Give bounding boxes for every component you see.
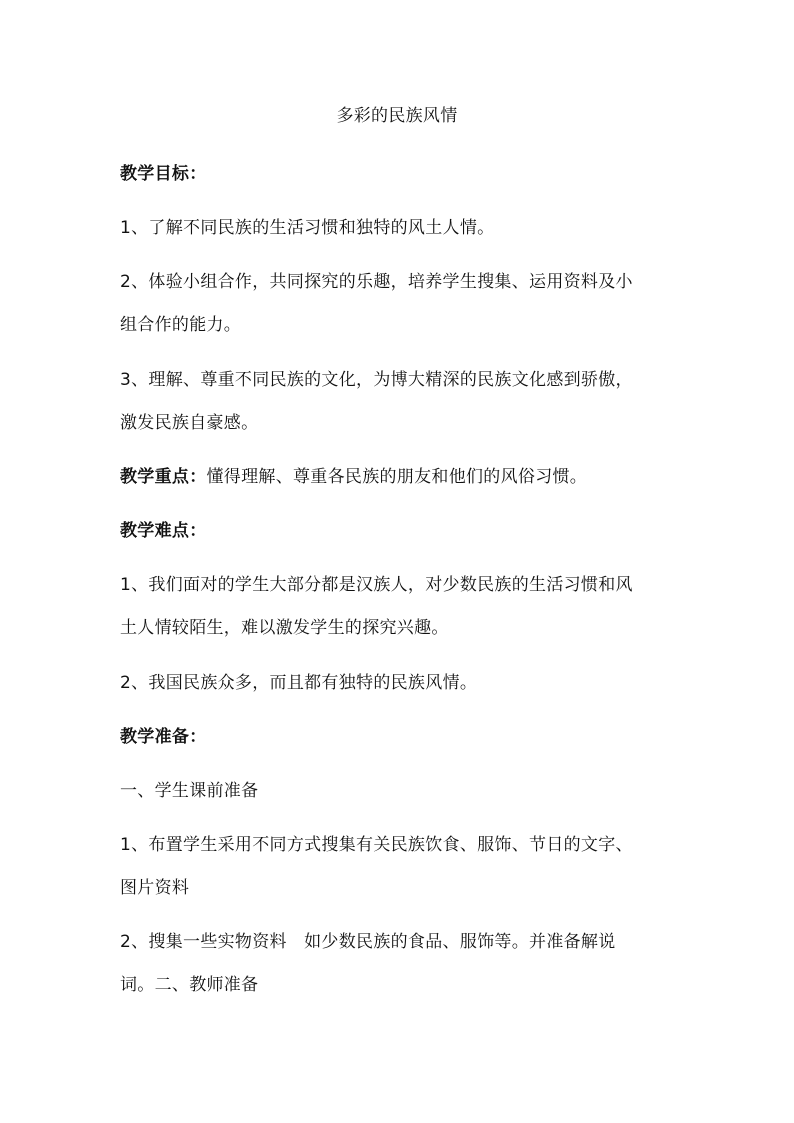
document-title: 多彩的民族风情 (336, 106, 458, 126)
key-points-text: 懂得理解、尊重各民族的朋友和他们的风俗习惯。 (206, 467, 588, 487)
objective-line-2: 2、体验小组合作，共同探究的乐趣，培养学生搜集、运用资料及小 (120, 272, 633, 292)
difficulties-heading: 教学难点： (120, 521, 207, 541)
difficulty-line-1: 1、我们面对的学生大部分都是汉族人，对少数民族的生活习惯和风 (120, 575, 633, 595)
preparation-line-4: 2、搜集一些实物资料 如少数民族的食品、服饰等。并准备解说 (120, 932, 616, 952)
objective-line-3: 组合作的能力。 (120, 315, 242, 335)
objectives-heading: 教学目标： (120, 164, 207, 184)
preparation-line-1: 一、学生课前准备 (120, 781, 259, 801)
preparation-line-2: 1、布置学生采用不同方式搜集有关民族饮食、服饰、节日的文字、 (120, 835, 633, 855)
key-points-heading: 教学重点： (120, 467, 207, 487)
preparation-line-3: 图片资料 (120, 878, 190, 898)
objective-line-4: 3、理解、尊重不同民族的文化，为博大精深的民族文化感到骄傲， (120, 370, 633, 390)
objective-line-5: 激发民族自豪感。 (120, 413, 259, 433)
objective-line-1: 1、了解不同民族的生活习惯和独特的风土人情。 (120, 218, 495, 238)
difficulty-line-2: 土人情较陌生，难以激发学生的探究兴趣。 (120, 618, 449, 638)
preparation-heading: 教学准备： (120, 727, 207, 747)
key-points-line (120, 465, 587, 489)
difficulty-line-3: 2、我国民族众多，而且都有独特的民族风情。 (120, 673, 478, 693)
preparation-line-5: 词。二、教师准备 (120, 975, 259, 995)
